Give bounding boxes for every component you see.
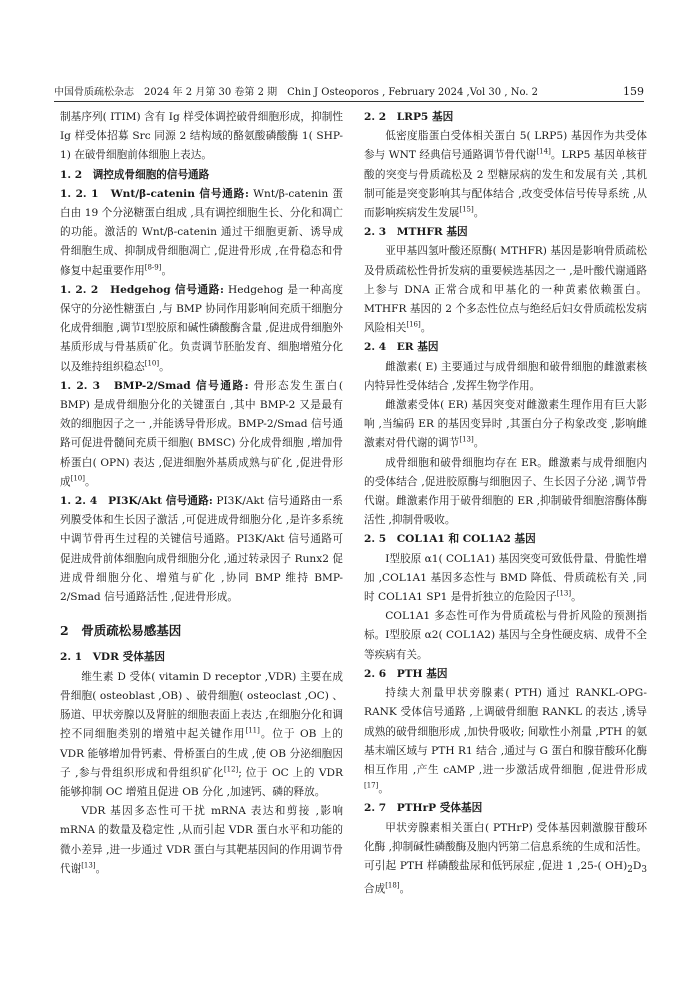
paragraph-pth bbox=[364, 684, 647, 799]
page-number: 159 bbox=[623, 85, 644, 98]
paragraph-itim: 制基序列( ITIM) 含有 Ig 样受体调控破骨细胞形成，抑制性 Ig 样受体招募 Src 同源 2 结构域的酪氨酸磷酸酶 1( SHP-1) 在破骨细胞前体细胞上表达。 bbox=[60, 111, 343, 162]
punct: 。 bbox=[84, 475, 96, 488]
text-mthfr: 亚甲基四氢叶酸还原酶( MTHFR) 基因是影响骨质疏松及骨质疏松性骨折发病的重要候选基因之一 ,是叶酸代谢通路上参与 DNA 正常合成和甲基化的一种黄素依赖蛋白。MTHFR 基因的 2 个多态性位点与绝经后妇女骨质疏松发病风险相关 bbox=[364, 245, 647, 335]
punct: 。 bbox=[378, 783, 389, 796]
paragraph-mthfr bbox=[364, 242, 647, 338]
ref-14: [14] bbox=[536, 147, 551, 156]
journal-info: 中国骨质疏松杂志 2024 年 2 月第 30 卷第 2 期 Chin J Osteoporos , February 2024 ,Vol 30 , No. 2 bbox=[54, 87, 539, 98]
text-pth: 持续大剂量甲状旁腺素( PTH) 通过 RANKL-OPG-RANK 受体信号通路 ,上调破骨细胞 RANKL 的表达 ,诱导成熟的破骨细胞形成 ,加快骨吸收; 间歇性小剂量 ,PTH 的氨基末端区域与 PTH R1 结合 ,通过与 G 蛋白和腺苷酸环化酶相互作用 ,产生 cAMP ,进一步激活成骨细胞 ,促进骨形成 bbox=[364, 687, 647, 776]
text-lrp5b: 。LRP5 基因单核苷酸的突变与骨质疏松及 2 型糖尿病的发生和发展有关 ,其机制可能是突变影响其与配体结合 ,改变受体信号传导系统 ,从而影响疾病发生发展 bbox=[364, 149, 647, 220]
paragraph-col1a1-2: COL1A1 多态性可作为骨质疏松与骨折风险的预测指标。Ⅰ型胶原 α2( COL1A2) 基因与全身性硬皮病、成骨不全等疾病有关。 bbox=[364, 610, 647, 661]
paragraph-lrp5 bbox=[364, 127, 647, 223]
heading-2-5: 2. 5 COL1A1 和 COL1A2 基因 bbox=[364, 533, 536, 546]
sub-3: 3 bbox=[641, 865, 647, 876]
heading-2-7: 2. 7 PTHrP 受体基因 bbox=[364, 802, 483, 815]
text-pthrp-tail: 合成 bbox=[364, 883, 386, 896]
lead-1-2-2: 1. 2. 2 Hedgehog 信号通路: bbox=[60, 283, 224, 296]
paragraph-wnt bbox=[60, 185, 343, 281]
punct: 。 bbox=[159, 360, 170, 373]
punct: 。 bbox=[161, 264, 173, 277]
ref-10b: [10] bbox=[70, 474, 85, 483]
text-d: D bbox=[632, 859, 642, 872]
paragraph-col1a1-1 bbox=[364, 550, 647, 608]
paragraph-hedgehog bbox=[60, 281, 343, 377]
lead-1-2-4: 1. 2. 4 PI3K/Akt 信号通路: bbox=[60, 495, 213, 508]
lead-1-2-3: 1. 2. 3 BMP-2/Smad 信号通路: bbox=[60, 379, 249, 392]
text-pi3k: PI3K/Akt 信号通路由一系列膜受体和生长因子激活 ,可促进成骨细胞分化 ,是许多系统中调节骨再生过程的关键信号通路。PI3K/Akt 信号通路可促进成骨前体细胞向成骨细胞分化 ,通过转录因子 Runx2 促进成骨细胞分化、增殖与矿化 ,协同 BMP 维持 BMP-2/Smad 信号通路活性 ,促进骨形成。 bbox=[60, 495, 343, 604]
text-col-1: Ⅰ型胶原 α1( COL1A1) 基因突变可致低骨量、骨脆性增加 ,COL1A1 基因多态性与 BMD 降低、骨质疏松有关 ,同时 COL1A1 SP1 是骨折独立的危险因子 bbox=[364, 552, 647, 604]
punct: 。 bbox=[473, 207, 485, 220]
text-hedgehog: Hedgehog 是一种高度保守的分泌性糖蛋白 ,与 BMP 协同作用影响间充质干细胞分化成骨细胞 ,调节Ⅰ型胶原和碱性磷酸酶含量 ,促进成骨细胞外基质形成与骨基质矿化。负责调节胚胎发育、细胞增殖分化以及维持组织稳态 bbox=[60, 283, 343, 373]
text-pthrp: 甲状旁腺素相关蛋白( PTHrP) 受体基因刺激腺苷酸环化酶 ,抑制碱性磷酸酶及胞内钙第二信息系统的生成和活性。可引起 PTH 样磷酸盐尿和低钙尿症 ,促进 1 ,25-( OH) bbox=[364, 821, 647, 872]
text-vdr-1b: 。位于 OB 上的 VDR 能够增加骨钙素、骨桥蛋白的生成 ,使 OB 分泌细胞因子 ,参与骨组织形成和骨组织矿化 bbox=[60, 728, 343, 779]
ref-8-9: [8-9] bbox=[144, 263, 162, 272]
lead-1-2-1: 1. 2. 1 Wnt/β-catenin 信号通路: bbox=[60, 187, 249, 200]
punct: 。 bbox=[473, 437, 485, 450]
text-er-2: 雌激素受体( ER) 基因突变对雌激素生理作用有巨大影响 ,当编码 ER 的基因变异时 ,其蛋白分子构象改变 ,影响雌激素对骨代谢的调节 bbox=[364, 399, 647, 450]
ref-16: [16] bbox=[406, 320, 421, 329]
heading-2-4: 2. 4 ER 基因 bbox=[364, 341, 439, 354]
text-vdr-2: VDR 基因多态性可干扰 mRNA 表达和剪接 ,影响 mRNA 的数量及稳定性 ,从而引起 VDR 蛋白水平和功能的微小差异 ,进一步通过 VDR 蛋白与其靶基因间的作用调节骨代谢 bbox=[60, 805, 343, 875]
heading-2: 2 骨质疏松易感基因 bbox=[60, 623, 182, 639]
running-header bbox=[54, 80, 644, 102]
ref-12: [12] bbox=[223, 765, 239, 774]
text-bmp: 骨形态发生蛋白( BMP) 是成骨细胞分化的关键蛋白 ,其中 BMP-2 又是最有效的细胞因子之一 ,并能诱导骨形成。BMP-2/Smad 信号通路可促进骨髓间充质干细胞( BMSC) 分化成骨细胞 ,增加骨桥蛋白( OPN) 表达 ,促进细胞外基质成熟与矿化 ,促进骨形成 bbox=[60, 379, 344, 488]
ref-11: [11] bbox=[245, 726, 260, 735]
paragraph-vdr-1 bbox=[60, 668, 343, 802]
ref-13c: [13] bbox=[556, 589, 572, 598]
ref-10a: [10] bbox=[144, 359, 160, 368]
ref-13a: [13] bbox=[81, 861, 96, 870]
ref-15: [15] bbox=[459, 205, 474, 214]
punct: 。 bbox=[399, 883, 411, 896]
text-lrp5: 低密度脂蛋白受体相关蛋白 5( LRP5) 基因作为共受体参与 WNT 经典信号通路调节骨代谢 bbox=[364, 130, 647, 162]
paragraph-pi3k bbox=[60, 492, 343, 607]
paragraph-er-1: 雌激素( E) 主要通过与成骨细胞和破骨细胞的雌激素核内特异性受体结合 ,发挥生物学作用。 bbox=[364, 360, 647, 392]
paragraph-er-2 bbox=[364, 396, 647, 454]
heading-2-6: 2. 6 PTH 基因 bbox=[364, 667, 448, 680]
heading-2-1: 2. 1 VDR 受体基因 bbox=[60, 651, 165, 664]
ref-13b: [13] bbox=[459, 435, 474, 444]
paragraph-pthrp bbox=[364, 819, 647, 900]
left-column bbox=[60, 108, 343, 879]
ref-17: [17] bbox=[364, 781, 379, 790]
heading-2-3: 2. 3 MTHFR 基因 bbox=[364, 226, 468, 239]
punct: 。 bbox=[571, 591, 582, 604]
ref-18: [18] bbox=[385, 881, 400, 890]
sub-2: 2 bbox=[627, 865, 633, 876]
paragraph-bmp bbox=[60, 377, 343, 492]
text-vdr-1: 维生素 D 受体( vitamin D receptor ,VDR) 主要在成骨细胞( osteoblast ,OB) 、破骨细胞( osteoclast ,OC) 、肠道、甲状旁腺以及肾脏的细胞表面上表达 ,在细胞分化和调控不同细胞类别的增殖中起关键作用 bbox=[60, 670, 343, 741]
punct: 。 bbox=[95, 862, 107, 875]
text-wnt: Wnt/β-catenin 蛋白由 19 个分泌糖蛋白组成 ,具有调控细胞生长、分化和凋亡的功能。激活的 Wnt/β-catenin 通过干细胞更新、诱导成骨细胞生成、抑制成骨细胞凋亡 ,促进骨形成 ,在骨稳态和骨修复中起重要作用 bbox=[60, 187, 343, 277]
paragraph-vdr-2 bbox=[60, 802, 343, 879]
heading-1-2: 1. 2 调控成骨细胞的信号通路 bbox=[60, 168, 210, 181]
text-vdr-1c: ; 位于 OC 上的 VDR 能够抑制 OC 增殖且促进 OB 分化 ,加速钙、磷的释放。 bbox=[60, 766, 344, 798]
heading-2-2: 2. 2 LRP5 基因 bbox=[364, 111, 454, 123]
paragraph-er-3: 成骨细胞和破骨细胞均存在 ER。雌激素与成骨细胞内的受体结合 ,促进胶原酶与细胞因子、生长因子分泌 ,调节骨代谢。雌激素作用于破骨细胞的 ER ,抑制破骨细胞溶酶体酶活性 ,抑制骨吸收。 bbox=[364, 456, 647, 527]
punct: 。 bbox=[420, 322, 432, 335]
right-column bbox=[364, 108, 647, 899]
